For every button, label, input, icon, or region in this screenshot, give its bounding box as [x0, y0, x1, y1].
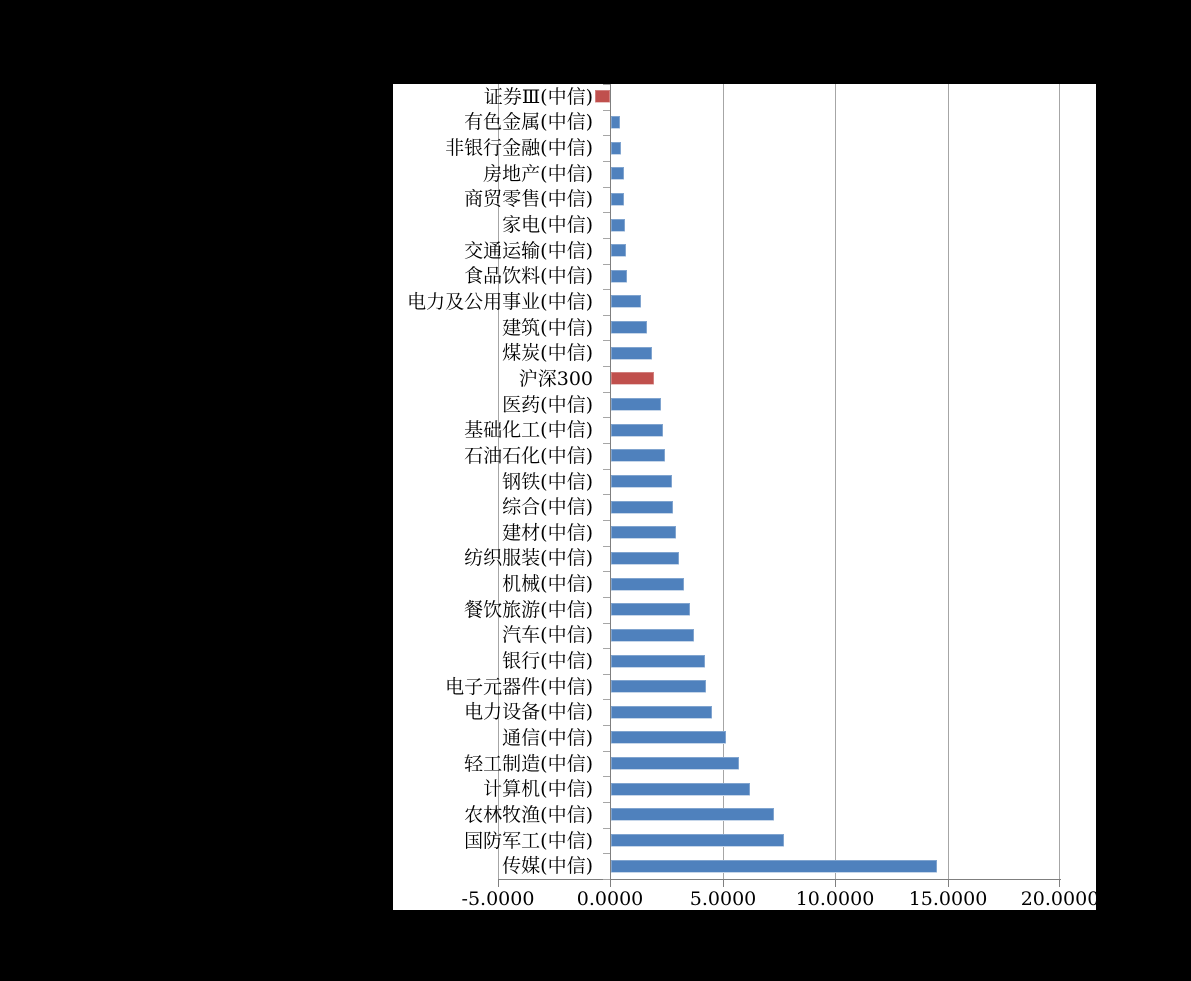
bar-计算机(中信) [611, 783, 750, 796]
category-label: 银行(中信) [502, 650, 593, 672]
category-label: 轻工制造(中信) [464, 753, 593, 775]
category-axis-tick [603, 264, 610, 265]
bar-沪深300 [611, 372, 654, 385]
category-label: 餐饮旅游(中信) [464, 599, 593, 621]
category-label: 机械(中信) [502, 573, 593, 595]
bar-国防军工(中信) [611, 834, 784, 847]
category-label: 钢铁(中信) [502, 471, 593, 493]
gridline-10.0000 [835, 84, 836, 879]
category-axis-tick [603, 828, 610, 829]
category-axis-line [610, 84, 611, 880]
category-label: 证券Ⅲ(中信) [483, 86, 593, 108]
category-label: 家电(中信) [502, 214, 593, 236]
bar-电力设备(中信) [611, 706, 712, 719]
bar-有色金属(中信) [611, 116, 620, 129]
category-axis-tick [603, 751, 610, 752]
category-label: 煤炭(中信) [502, 342, 593, 364]
bar-轻工制造(中信) [611, 757, 739, 770]
category-label: 农林牧渔(中信) [464, 804, 593, 826]
category-axis-tick [603, 392, 610, 393]
category-axis-tick [603, 623, 610, 624]
category-axis-tick [603, 571, 610, 572]
bar-房地产(中信) [611, 167, 624, 180]
category-label: 基础化工(中信) [464, 419, 593, 441]
category-label: 建筑(中信) [502, 317, 593, 339]
gridline-20.0000 [1059, 84, 1060, 879]
bar-汽车(中信) [611, 629, 694, 642]
category-label: 电力设备(中信) [464, 701, 593, 723]
category-axis-tick [603, 212, 610, 213]
value-axis-tick--5.0000 [498, 879, 499, 887]
category-axis-tick [603, 340, 610, 341]
category-axis-tick [603, 469, 610, 470]
bar-综合(中信) [611, 501, 673, 514]
category-axis-tick [603, 135, 610, 136]
bar-食品饮料(中信) [611, 270, 627, 283]
category-label: 通信(中信) [502, 727, 593, 749]
category-axis-tick [603, 776, 610, 777]
category-label: 房地产(中信) [483, 163, 593, 185]
category-label: 交通运输(中信) [464, 240, 593, 262]
bar-农林牧渔(中信) [611, 808, 774, 821]
category-axis-tick [603, 110, 610, 111]
bar-石油石化(中信) [611, 449, 665, 462]
x-tick-label-0.0000: 0.0000 [576, 888, 644, 910]
category-label: 医药(中信) [502, 394, 593, 416]
bar-基础化工(中信) [611, 424, 663, 437]
category-axis-tick [603, 238, 610, 239]
bar-交通运输(中信) [611, 244, 626, 257]
category-axis-tick [603, 674, 610, 675]
value-axis-tick-5.0000 [723, 879, 724, 887]
bar-通信(中信) [611, 731, 726, 744]
bar-家电(中信) [611, 219, 625, 232]
chart-canvas [393, 84, 1100, 910]
bar-电力及公用事业(中信) [611, 295, 641, 308]
category-axis-tick [603, 853, 610, 854]
category-axis-tick [603, 417, 610, 418]
category-axis-tick [603, 161, 610, 162]
bar-机械(中信) [611, 578, 684, 591]
category-label: 综合(中信) [502, 496, 593, 518]
gridline-15.0000 [948, 84, 949, 879]
category-axis-tick [603, 520, 610, 521]
x-tick-label-20.0000: 20.0000 [1020, 888, 1100, 910]
category-label: 汽车(中信) [502, 624, 593, 646]
value-axis-tick-20.0000 [1059, 879, 1060, 887]
category-axis-tick [603, 699, 610, 700]
category-axis-tick [603, 315, 610, 316]
bar-医药(中信) [611, 398, 661, 411]
bar-商贸零售(中信) [611, 193, 624, 206]
category-label: 建材(中信) [502, 522, 593, 544]
category-label: 商贸零售(中信) [464, 188, 593, 210]
x-tick-label-15.0000: 15.0000 [908, 888, 988, 910]
category-axis-tick [603, 84, 610, 85]
bar-银行(中信) [611, 655, 705, 668]
category-label: 食品饮料(中信) [464, 265, 593, 287]
bar-证券Ⅲ(中信) [595, 90, 610, 103]
bar-建材(中信) [611, 526, 676, 539]
bar-非银行金融(中信) [611, 142, 621, 155]
x-tick-label--5.0000: -5.0000 [461, 888, 535, 910]
category-label: 传媒(中信) [502, 855, 593, 877]
category-axis-tick [603, 725, 610, 726]
category-label: 计算机(中信) [483, 778, 593, 800]
bar-电子元器件(中信) [611, 680, 706, 693]
category-axis-tick [603, 443, 610, 444]
bar-传媒(中信) [611, 860, 937, 873]
bar-建筑(中信) [611, 321, 647, 334]
category-label: 电力及公用事业(中信) [407, 291, 593, 313]
category-label: 纺织服装(中信) [464, 547, 593, 569]
category-axis-tick [603, 597, 610, 598]
bar-煤炭(中信) [611, 347, 652, 360]
category-axis-tick [603, 366, 610, 367]
category-label: 电子元器件(中信) [445, 676, 593, 698]
value-axis-line [498, 879, 1061, 880]
category-axis-tick [603, 879, 610, 880]
category-label: 沪深300 [518, 368, 593, 390]
category-axis-tick [603, 546, 610, 547]
bar-纺织服装(中信) [611, 552, 679, 565]
category-axis-tick [603, 187, 610, 188]
category-axis-tick [603, 289, 610, 290]
x-tick-label-10.0000: 10.0000 [795, 888, 875, 910]
x-tick-label-5.0000: 5.0000 [689, 888, 757, 910]
category-label: 石油石化(中信) [464, 445, 593, 467]
bar-钢铁(中信) [611, 475, 672, 488]
category-axis-tick [603, 494, 610, 495]
category-axis-tick [603, 802, 610, 803]
value-axis-tick-15.0000 [948, 879, 949, 887]
value-axis-tick-0.0000 [610, 879, 611, 887]
bar-餐饮旅游(中信) [611, 603, 690, 616]
category-axis-tick [603, 648, 610, 649]
category-label: 有色金属(中信) [464, 111, 593, 133]
category-label: 非银行金融(中信) [445, 137, 593, 159]
category-label: 国防军工(中信) [464, 830, 593, 852]
value-axis-tick-10.0000 [835, 879, 836, 887]
